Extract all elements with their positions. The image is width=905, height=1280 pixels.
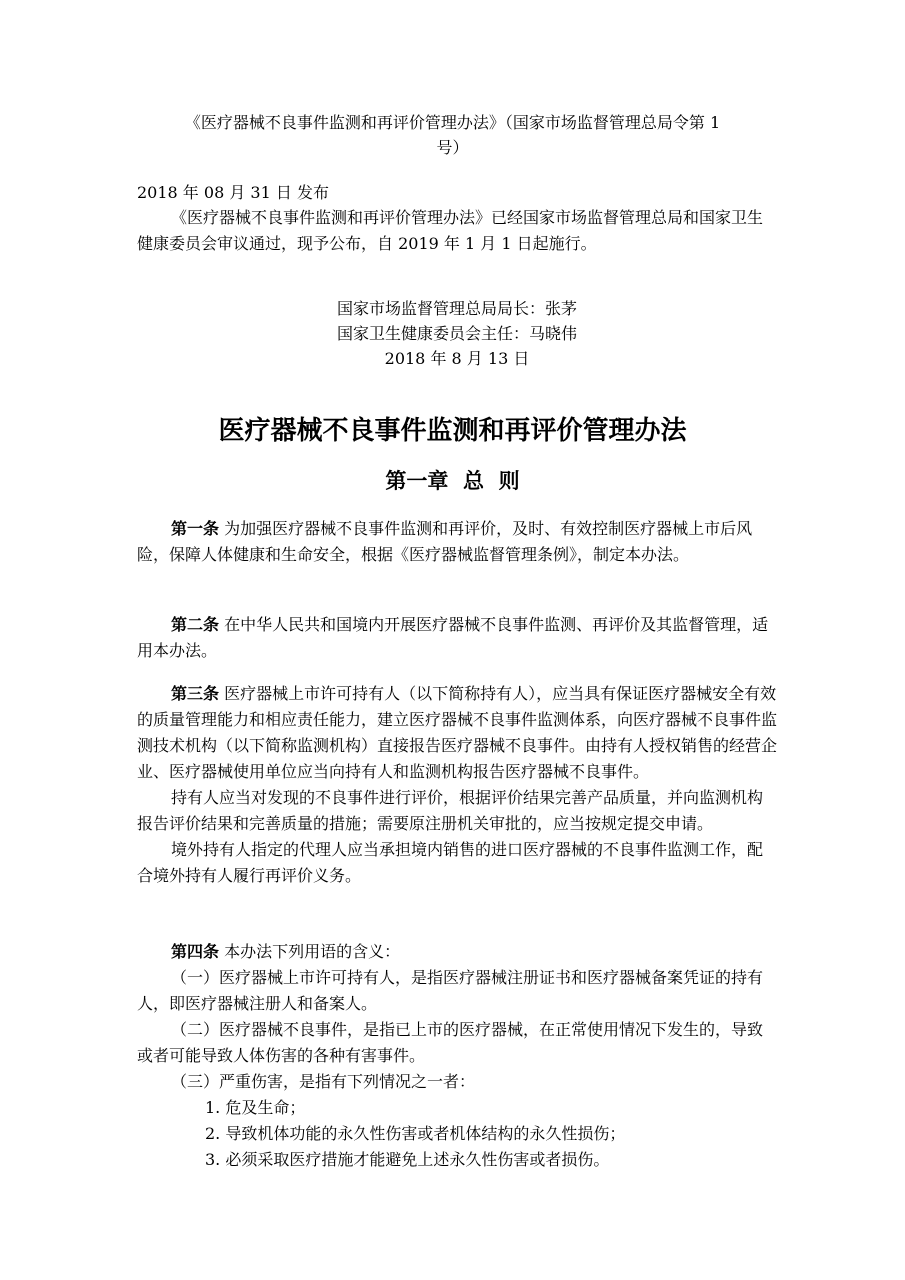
article-4-item-3: （三）严重伤害，是指有下列情况之一者： [171,1072,476,1091]
article-1 [137,516,777,568]
document-title: 医疗器械不良事件监测和再评价管理办法 [218,416,687,446]
signature-samr: 国家市场监督管理总局局长：张茅 [336,299,577,318]
article-4-label: 第四条 [171,942,220,961]
article-4-text: 本办法下列用语的含义： [224,942,401,961]
article-3-label: 第三条 [171,684,220,703]
article-2 [137,612,777,664]
signature-date: 2018 年 8 月 13 日 [384,349,530,368]
article-4-item-1: （一）医疗器械上市许可持有人，是指医疗器械注册证书和医疗器械备案凭证的持有人，即医疗器械注册人和备案人。 [137,968,764,1013]
article-3 [137,681,777,889]
header-line-1: 《医疗器械不良事件监测和再评价管理办法》（国家市场监督管理总局令第 1 [184,113,721,132]
intro-paragraph: 《医疗器械不良事件监测和再评价管理办法》已经国家市场监督管理总局和国家卫生健康委员会审议通过，现予公布，自 2019 年 1 月 1 日起施行。 [137,208,764,253]
article-1-text: 为加强医疗器械不良事件监测和再评价，及时、有效控制医疗器械上市后风险，保障人体健康和生命安全，根据《医疗器械监督管理条例》，制定本办法。 [137,519,753,564]
article-4 [137,939,777,1173]
article-3-paragraph-2: 持有人应当对发现的不良事件进行评价，根据评价结果完善产品质量，并向监测机构报告评价结果和完善质量的措施；需要原注册机关审批的，应当按规定提交申请。 [137,788,764,833]
document-header [110,110,795,160]
signature-nhc: 国家卫生健康委员会主任：马晓伟 [336,324,577,343]
publish-date: 2018 年 08 月 31 日 发布 [137,183,329,202]
chapter-title: 第一章 总 则 [385,468,520,493]
article-2-text: 在中华人民共和国境内开展医疗器械不良事件监测、再评价及其监督管理，适用本办法。 [137,615,769,660]
article-1-label: 第一条 [171,519,220,538]
signature-block [137,296,777,371]
article-4-sub-item-2: 2. 导致机体功能的永久性伤害或者机体结构的永久性损伤； [205,1124,626,1143]
article-3-paragraph-3: 境外持有人指定的代理人应当承担境内销售的进口医疗器械的不良事件监测工作，配合境外持有人履行再评价义务。 [137,840,764,885]
article-4-sub-item-3: 3. 必须采取医疗措施才能避免上述永久性伤害或者损伤。 [205,1150,610,1169]
header-line-2: 号） [436,138,469,157]
article-4-item-2: （二）医疗器械不良事件，是指已上市的医疗器械，在正常使用情况下发生的，导致或者可能导致人体伤害的各种有害事件。 [137,1020,764,1065]
article-3-text: 医疗器械上市许可持有人（以下简称持有人），应当具有保证医疗器械安全有效的质量管理能力和相应责任能力，建立医疗器械不良事件监测体系，向医疗器械不良事件监测技术机构（以下简称监测机构）直接报告医疗器械不良事件。由持有人授权销售的经营企业、医疗器械使用单位应当向持有人和监测机构报告医疗器械不良事件。 [137,684,778,781]
article-4-sub-item-1: 1. 危及生命； [205,1098,306,1117]
article-2-label: 第二条 [171,615,220,634]
